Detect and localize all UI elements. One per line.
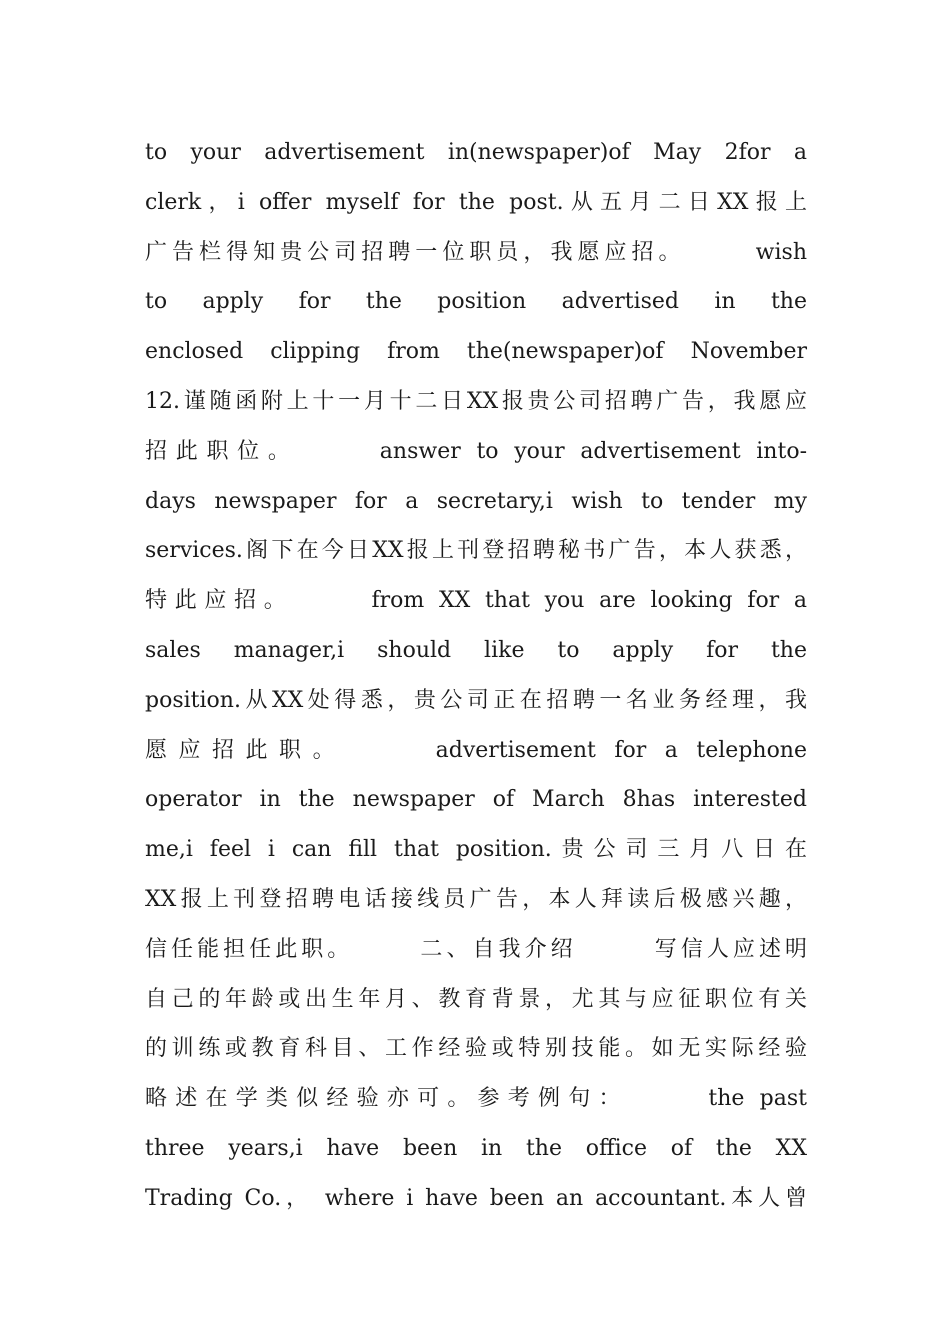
text-line: 12.谨随函附上十一月十二日XX报贵公司招聘广告，我愿应: [145, 388, 807, 414]
body-text: [145, 128, 807, 1224]
text-line: enclosed clipping from the(newspaper)of November: [145, 339, 807, 365]
text-line: 招此职位。 answer to your advertisement into-: [145, 438, 807, 464]
text-line: position.从XX处得悉，贵公司正在招聘一名业务经理，我: [145, 687, 807, 713]
text-line: to your advertisement in(newspaper)of May 2for a: [145, 140, 807, 165]
text-line: three years,i have been in the office of the XX: [145, 1135, 807, 1161]
text-line: clerk，i offer myself for the post.从五月二日XX报上: [145, 189, 807, 215]
text-line: days newspaper for a secretary,i wish to tender my: [145, 488, 807, 514]
text-line: 愿应招此职。 advertisement for a telephone: [145, 737, 807, 763]
text-line: operator in the newspaper of March 8has interested: [145, 787, 807, 813]
text-line: XX报上刊登招聘电话接线员广告，本人拜读后极感兴趣，: [145, 886, 807, 912]
text-line: me,i feel i can fill that position.贵公司三月八日在: [145, 837, 807, 863]
text-line: 信任能担任此职。 二、自我介绍 写信人应述明: [145, 936, 807, 962]
text-line: Trading Co.， where i have been an accountant.本人曾: [145, 1185, 807, 1211]
text-line: services.阁下在今日XX报上刊登招聘秘书广告，本人获悉，: [145, 538, 807, 564]
text-line: sales manager,i should like to apply for the: [145, 637, 807, 663]
text-line: 的训练或教育科目、工作经验或特别技能。如无实际经验: [145, 1036, 807, 1062]
text-line: 广告栏得知贵公司招聘一位职员，我愿应招。 wish: [145, 239, 807, 265]
text-line: to apply for the position advertised in the: [145, 289, 807, 315]
text-line: 自己的年龄或出生年月、教育背景，尤其与应征职位有关: [145, 986, 807, 1012]
text-line: 略述在学类似经验亦可。参考例句： the past: [145, 1086, 807, 1112]
text-line: 特此应招。 from XX that you are looking for a: [145, 588, 807, 614]
